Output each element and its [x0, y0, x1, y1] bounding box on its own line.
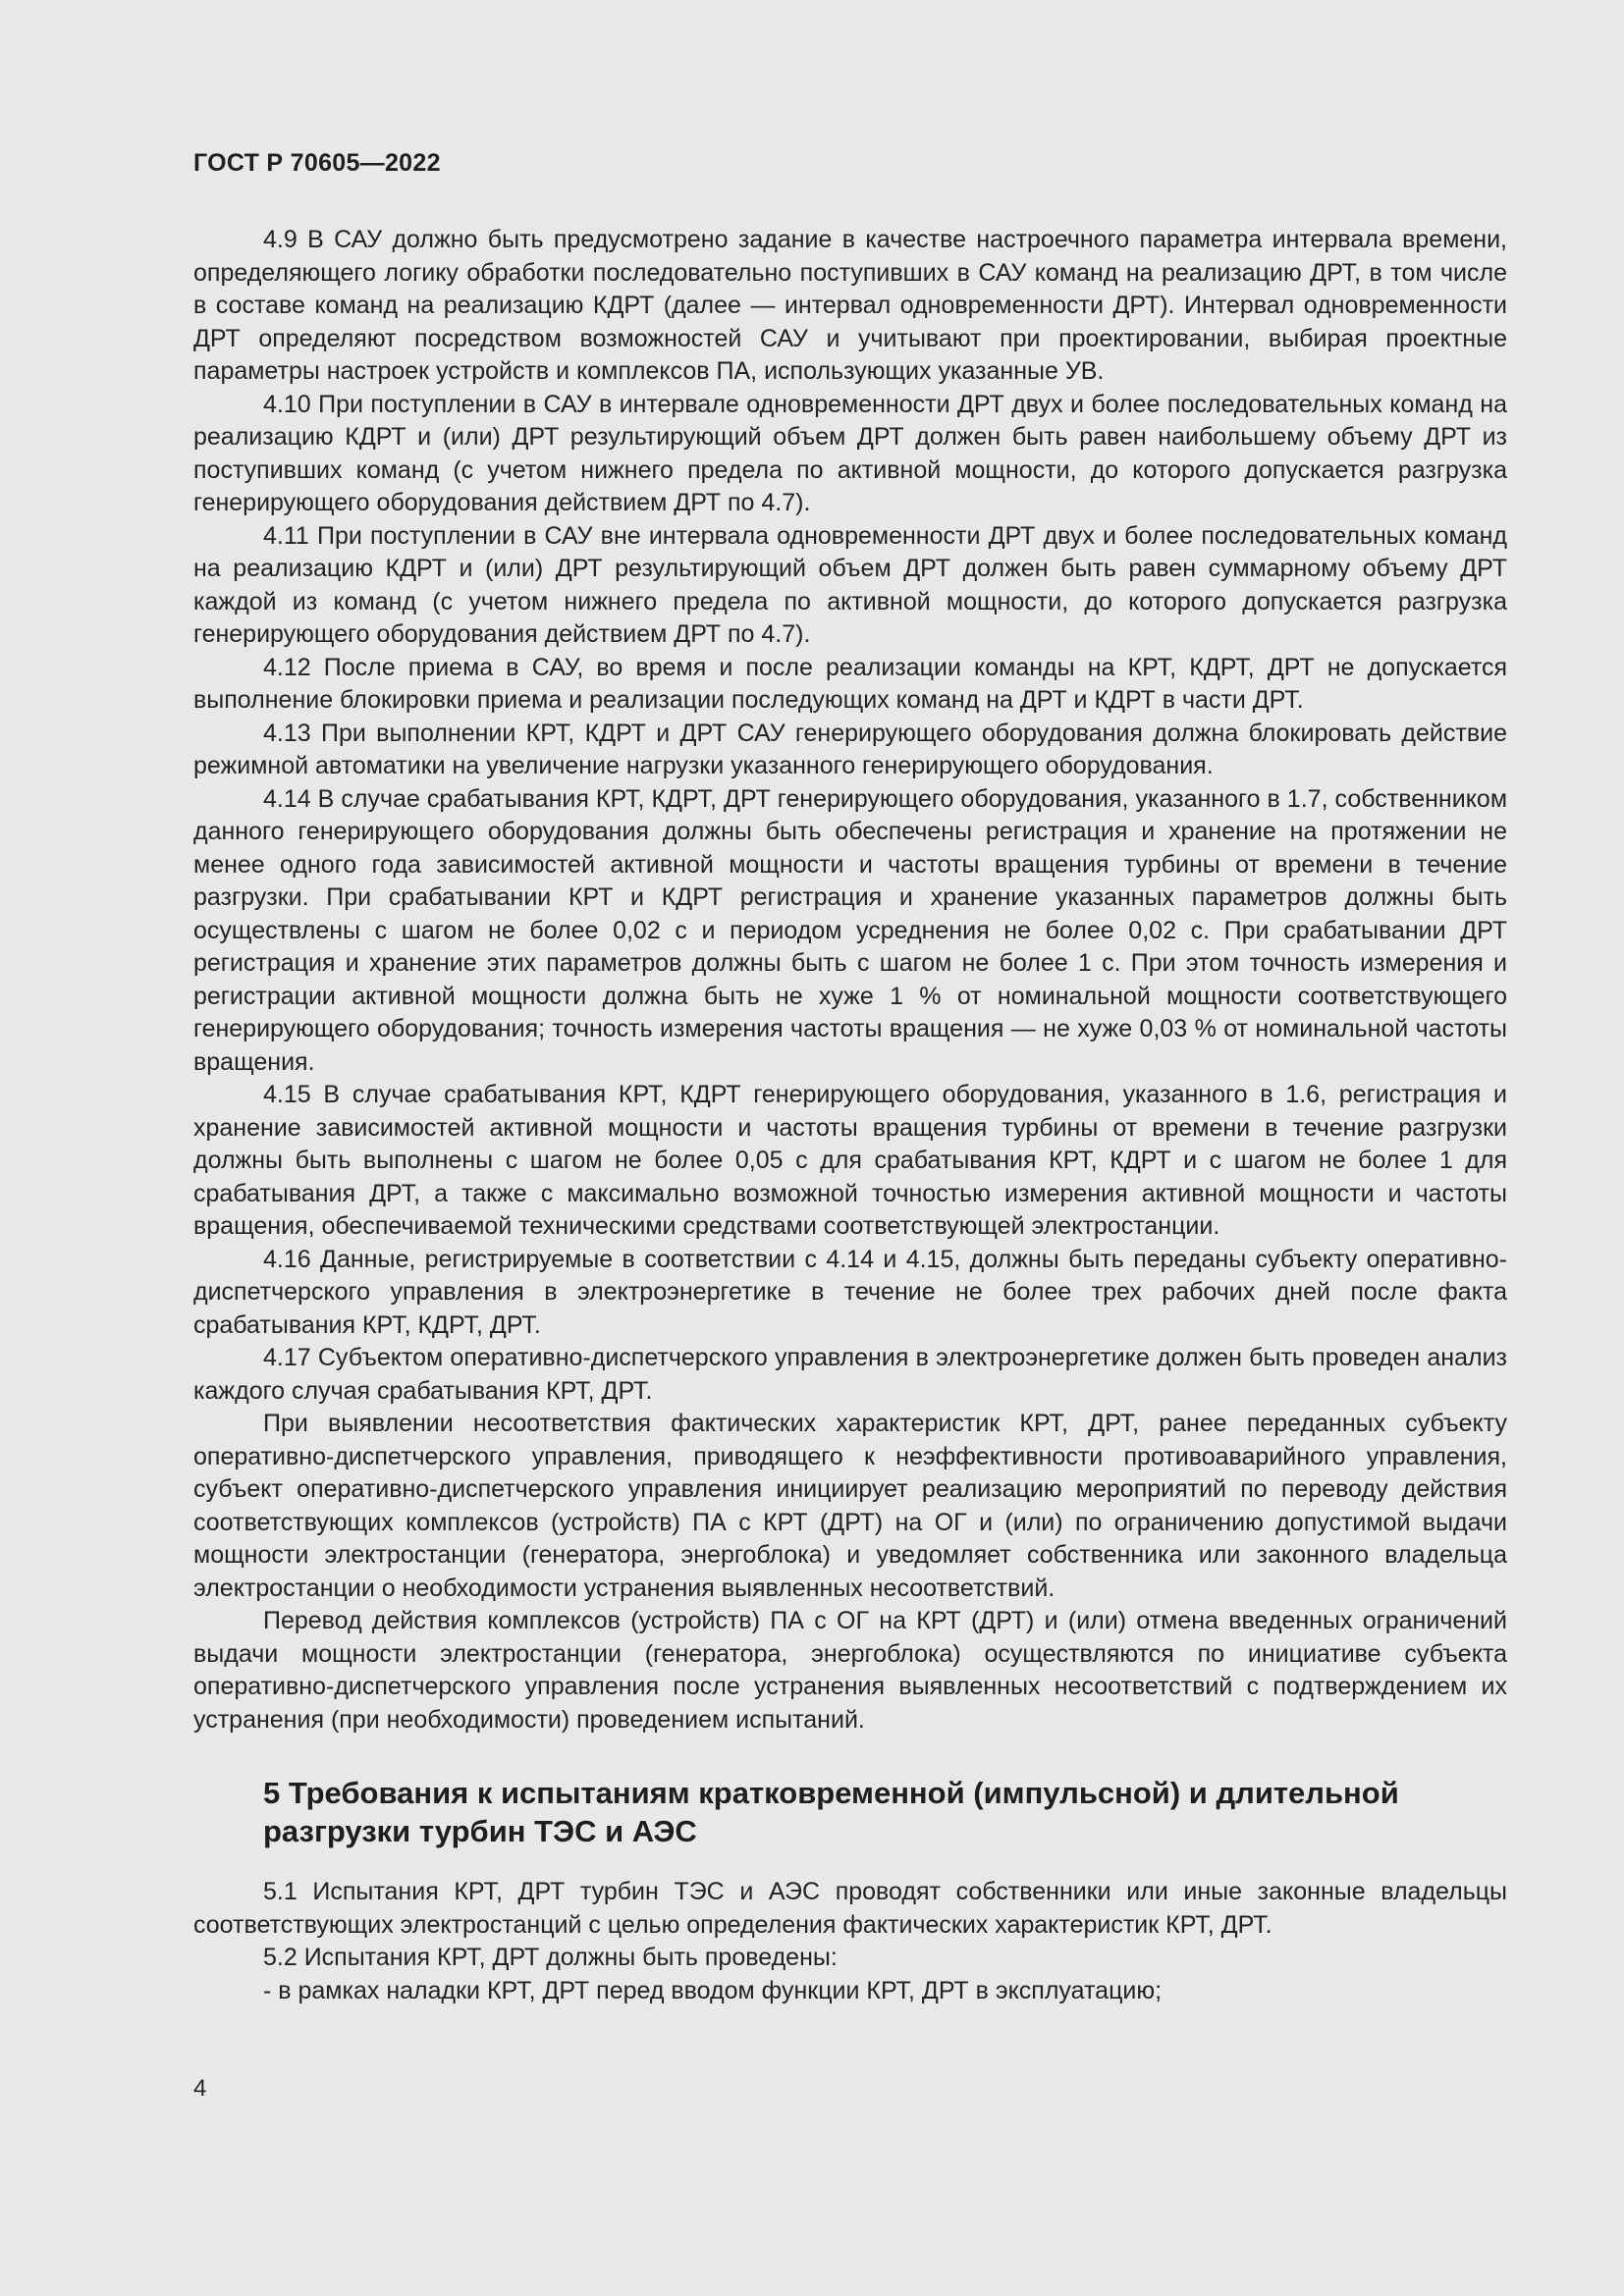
list-item: - в рамках наладки КРТ, ДРТ перед вводом функции КРТ, ДРТ в эксплуатацию;	[263, 1976, 1163, 2004]
paragraph-4-9: 4.9 В САУ должно быть предусмотрено задание в качестве настроечного параметра интервала времени, определяющего логику обработки последовательно поступивших в САУ команд на реализацию ДРТ, в том числе в составе команд на реализацию КДРТ (далее — интервал одновременности ДРТ). Интервал одновременности ДРТ определяют посредством возможностей САУ и учитывают при проектировании, выбирая проектные параметры настроек устройств и комплексов ПА, использующих указанные УВ.	[193, 226, 1507, 385]
paragraph-5-1: 5.1 Испытания КРТ, ДРТ турбин ТЭС и АЭС проводят собственники или иные законные владельцы соответствующих электростанций с целью определения фактических характеристик КРТ, ДРТ.	[193, 1878, 1507, 1939]
paragraph-4-17-transfer: Перевод действия комплексов (устройств) ПА с ОГ на КРТ (ДРТ) и (или) отмена введенных ограничений выдачи мощности электростанции (генератора, энергоблока) осуществляются по инициативе субъекта оперативно-диспетчерского управления после устранения выявленных несоответствий с подтверждением их устранения (при необходимости) проведением испытаний.	[193, 1607, 1507, 1734]
paragraph-4-15: 4.15 В случае срабатывания КРТ, КДРТ генерирующего оборудования, указанного в 1.6, регистрация и хранение зависимостей активной мощности и частоты вращения турбины от времени в течение разгрузки должны быть выполнены с шагом не более 0,05 с для срабатывания КРТ, КДРТ и с шагом не более 1 для срабатывания ДРТ, а также с максимально возможной точностью измерения активной мощности и частоты вращения, обеспечиваемой техническими средствами соответствующей электростанции.	[193, 1081, 1507, 1240]
paragraph-4-10: 4.10 При поступлении в САУ в интервале одновременности ДРТ двух и более последовательных команд на реализацию КДРТ и (или) ДРТ результирующий объем ДРТ должен быть равен наибольшему объему ДРТ из поступивших команд (с учетом нижнего предела по активной мощности, до которого допускается разгрузка генерирующего оборудования действием ДРТ по 4.7).	[193, 390, 1507, 516]
document-body	[193, 224, 1507, 2007]
paragraph-4-12: 4.12 После приема в САУ, во время и после реализации команды на КРТ, КДРТ, ДРТ не допускается выполнение блокировки приема и реализации последующих команд на ДРТ и КДРТ в части ДРТ.	[193, 653, 1507, 714]
paragraph-4-14: 4.14 В случае срабатывания КРТ, КДРТ, ДРТ генерирующего оборудования, указанного в 1.7, собственником данного генерирующего оборудования должны быть обеспечены регистрация и хранение на протяжении не менее одного года зависимостей активной мощности и частоты вращения турбины от времени в течение разгрузки. При срабатывании КРТ и КДРТ регистрация и хранение указанных параметров должны быть осуществлены с шагом не более 0,02 с и периодом усреднения не более 0,02 с. При срабатывании ДРТ регистрация и хранение этих параметров должны быть с шагом не более 1 с. При этом точность измерения и регистрации активной мощности должна быть не хуже 1 % от номинальной мощности соответствующего генерирующего оборудования; точность измерения частоты вращения — не хуже 0,03 % от номинальной частоты вращения.	[193, 784, 1507, 1076]
paragraph-4-16: 4.16 Данные, регистрируемые в соответствии с 4.14 и 4.15, должны быть переданы субъекту оперативно-диспетчерского управления в электроэнергетике в течение не более трех рабочих дней после факта срабатывания КРТ, КДРТ, ДРТ.	[193, 1245, 1507, 1339]
document-header: ГОСТ Р 70605—2022	[193, 149, 441, 177]
paragraph-4-17: 4.17 Субъектом оперативно-диспетчерского управления в электроэнергетике должен быть проведен анализ каждого случая срабатывания КРТ, ДРТ.	[193, 1344, 1507, 1405]
paragraph-5-2: 5.2 Испытания КРТ, ДРТ должны быть проведены:	[263, 1944, 838, 1971]
page-number: 4	[193, 2075, 207, 2102]
paragraph-4-13: 4.13 При выполнении КРТ, КДРТ и ДРТ САУ генерирующего оборудования должна блокировать действие режимной автоматики на увеличение нагрузки указанного генерирующего оборудования.	[193, 719, 1507, 779]
paragraph-4-11: 4.11 При поступлении в САУ вне интервала одновременности ДРТ двух и более последовательных команд на реализацию КДРТ и (или) ДРТ результирующий объем ДРТ должен быть равен суммарному объему ДРТ каждой из команд (с учетом нижнего предела по активной мощности, до которого допускается разгрузка генерирующего оборудования действием ДРТ по 4.7).	[193, 521, 1507, 648]
paragraph-4-17-mismatch: При выявлении несоответствия фактических характеристик КРТ, ДРТ, ранее переданных субъекту оперативно-диспетчерского управления, приводящего к неэффективности противоаварийного управления, субъект оперативно-диспетчерского управления инициирует реализацию мероприятий по переводу действия соответствующих комплексов (устройств) ПА с КРТ (ДРТ) на ОГ и (или) по ограничению допустимой выдачи мощности электростанции (генератора, энергоблока) и уведомляет собственника или законного владельца электростанции о необходимости устранения выявленных несоответствий.	[193, 1410, 1507, 1602]
section-5-heading: 5 Требования к испытаниям кратковременной (импульсной) и длительной разгрузки турбин ТЭС и АЭС	[263, 1776, 1399, 1848]
